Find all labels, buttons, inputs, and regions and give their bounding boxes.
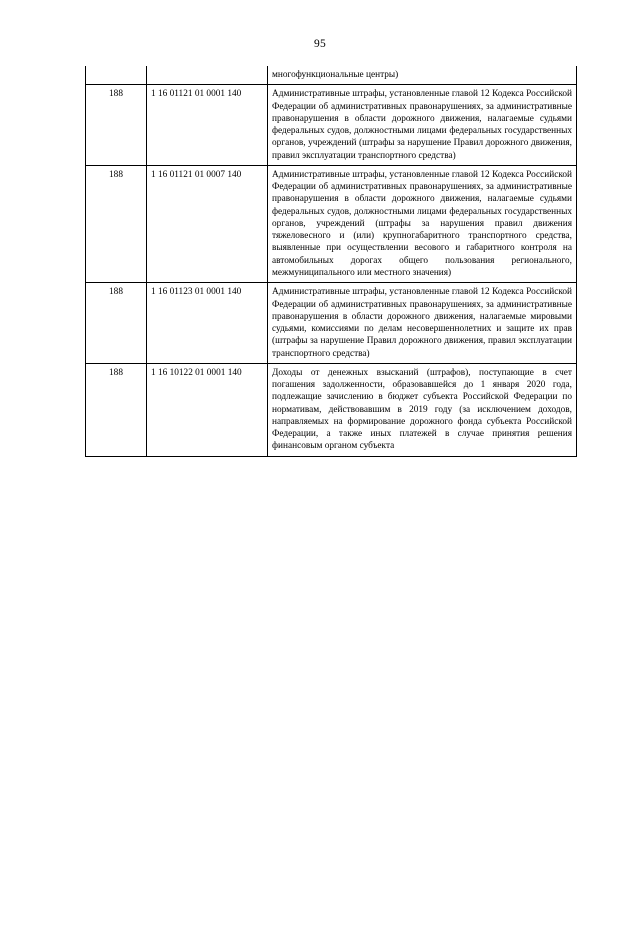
row-description-cell: Административные штрафы, установленные главой 12 Кодекса Российской Федерации об административных правонарушениях, за административные правонарушения в области дорожного движения, налагаемые судьями федеральных судов, должностными лицами федеральных государственных органов, учреждений (штрафы за нарушение Правил дорожного движения, правил эксплуатации транспортного средства) [268,85,577,166]
row-kbk-cell: 1 16 01121 01 0001 140 [147,85,268,166]
table-row [86,283,577,364]
table-row [86,66,577,85]
table-container [0,66,640,457]
page-number: 95 [314,38,326,50]
budget-classification-table [85,66,577,457]
table-row [86,165,577,282]
table-body [86,66,577,456]
row-code-cell: 188 [86,363,147,456]
table-row [86,363,577,456]
row-description-cell: Доходы от денежных взысканий (штрафов), поступающие в счет погашения задолженности, образовавшейся до 1 января 2020 года, подлежащие зачислению в бюджет субъекта Российской Федерации по нормативам, действовавшим в 2019 году (за исключением доходов, направляемых на формирование дорожного фонда субъекта Российской Федерации, а также иных платежей в случае принятия решения финансовым органом субъекта [268,363,577,456]
document-page [0,38,640,943]
table-row [86,85,577,166]
row-description-cell: многофункциональные центры) [268,66,577,85]
row-kbk-cell [147,66,268,85]
row-kbk-cell: 1 16 01123 01 0001 140 [147,283,268,364]
row-description-cell: Административные штрафы, установленные главой 12 Кодекса Российской Федерации об административных правонарушениях, за административные правонарушения в области дорожного движения, налагаемые судьями федеральных судов, должностными лицами федеральных государственных органов, учреждений (штрафы за нарушения правил движения тяжеловесного и (или) крупногабаритного транспортного средства, выявленные при осуществлении весового и габаритного контроля на автомобильных дорогах общего пользования регионального, межмуниципального или местного значения) [268,165,577,282]
row-description-cell: Административные штрафы, установленные главой 12 Кодекса Российской Федерации об административных правонарушениях, за административные правонарушения в области дорожного движения, налагаемые мировыми судьями, комиссиями по делам несовершеннолетних и защите их прав (штрафы за нарушение Правил дорожного движения, правил эксплуатации транспортного средства) [268,283,577,364]
row-kbk-cell: 1 16 10122 01 0001 140 [147,363,268,456]
row-kbk-cell: 1 16 01121 01 0007 140 [147,165,268,282]
row-code-cell: 188 [86,165,147,282]
row-code-cell: 188 [86,85,147,166]
row-code-cell [86,66,147,85]
row-code-cell: 188 [86,283,147,364]
